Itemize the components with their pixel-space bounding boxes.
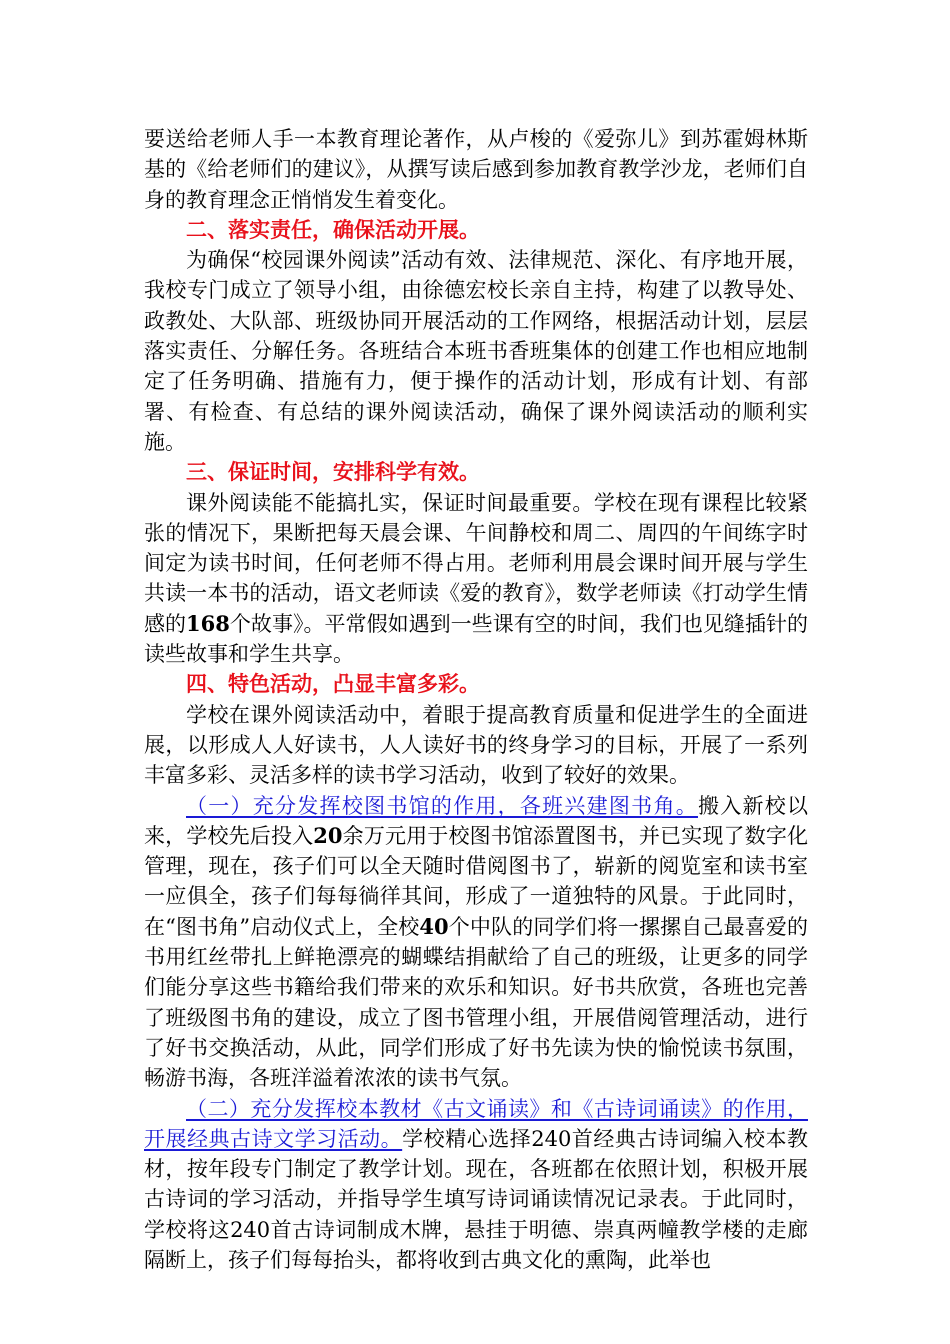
section-heading-2: 二、落实责任，确保活动开展。 xyxy=(186,216,480,242)
item-2-paragraph xyxy=(144,1094,808,1276)
item-1-paragraph xyxy=(144,791,808,1094)
document-page xyxy=(144,124,808,1275)
item-1-text-a: 搬入新校以来，学校先后投入 xyxy=(144,793,809,848)
section-body-4: 学校在课外阅读活动中，着眼于提高教育质量和促进学生的全面进展，以形成人人好读书，人人读好书的终身学习的目标，开展了一系列丰富多彩、灵活多样的读书学习活动，收到了较好的效果。 xyxy=(144,702,808,788)
section-body-3-number: 168 xyxy=(186,610,230,636)
intro-paragraph: 要送给老师人手一本教育理论著作，从卢梭的《爱弥儿》到苏霍姆林斯基的《给老师们的建议》，从撰写读后感到参加教育教学沙龙，老师们自身的教育理念正悄悄发生着变化。 xyxy=(144,127,808,212)
item-2-text-b: 首经典古诗词编入校本教材，按年段专门制定了教学计划。现在，各班都在依照计划，积极开展古诗词的学习活动，并指导学生填写诗词诵读情况记录表。于此同时，学校将这 xyxy=(144,1126,809,1242)
item-2-text-c: 首古诗词制成木牌，悬挂于明德、崇真两幢教学楼的走廊隔断上，孩子们每每抬头，都将收到古典文化的熏陶，此举也 xyxy=(144,1217,809,1272)
item-1-link[interactable]: （一）充分发挥校图书馆的作用，各班兴建图书角。 xyxy=(186,793,698,818)
item-2-text-a: 学校精心选择 xyxy=(402,1126,532,1151)
item-2-link[interactable]: （二）充分发挥校本教材《古文诵读》和《古诗词诵读》的作用，开展经典古诗文学习活动。 xyxy=(144,1096,808,1151)
section-body-3-text-b: 个故事》。平常假如遇到一些课有空的时间，我们也见缝插针的读些故事和学生共享。 xyxy=(144,611,809,667)
section-body-2: 为确保“校园课外阅读”活动有效、法律规范、深化、有序地开展，我校专门成立了领导小组，由徐德宏校长亲自主持，构建了以教导处、政教处、大队部、班级协同开展活动的工作网络，根据活动计划，层层落实责任、分解任务。各班结合本班书香班集体的创建工作也相应地制定了任务明确、措施有力，便于操作的活动计划，形成有计划、有部署、有检查、有总结的课外阅读活动，确保了课外阅读活动的顺利实施。 xyxy=(144,248,808,454)
item-2-number-b: 240 xyxy=(230,1217,271,1242)
section-body-3-text-a: 课外阅读能不能搞扎实，保证时间最重要。学校在现有课程比较紧张的情况下，果断把每天晨会课、午间静校和周二、周四的午间练字时间定为读书时间，任何老师不得占用。老师利用晨会课时间开展与学生共读一本书的活动，语文老师读《爱的教育》，数学老师读《打动学生情感的 xyxy=(144,490,808,636)
item-1-text-b: 余万元用于校图书馆添置图书，并已实现了数字化管理，现在，孩子们可以全天随时借阅图书了，崭新的阅览室和读书室一应俱全，孩子们每每徜徉其间，形成了一道独特的风景。于此同时，在“图书角”启动仪式上，全校 xyxy=(144,823,809,939)
section-body-3 xyxy=(144,488,808,670)
item-2-number-a: 240 xyxy=(531,1126,572,1151)
section-heading-3: 三、保证时间，安排科学有效。 xyxy=(186,459,480,485)
section-heading-4: 四、特色活动，凸显丰富多彩。 xyxy=(186,671,480,697)
item-1-text-c: 个中队的同学们将一摞摞自己最喜爱的书用红丝带扎上鲜艳漂亮的蝴蝶结捐献给了自己的班级，让更多的同学们能分享这些书籍给我们带来的欢乐和知识。好书共欣赏，各班也完善了班级图书角的建设，成立了图书管理小组，开展借阅管理活动，进行了好书交换活动，从此，同学们形成了好书先读为快的愉悦读书氛围，畅游书海，各班洋溢着浓浓的读书气氛。 xyxy=(144,914,808,1091)
item-1-number-a: 20 xyxy=(313,822,343,848)
item-1-number-b: 40 xyxy=(419,913,449,939)
